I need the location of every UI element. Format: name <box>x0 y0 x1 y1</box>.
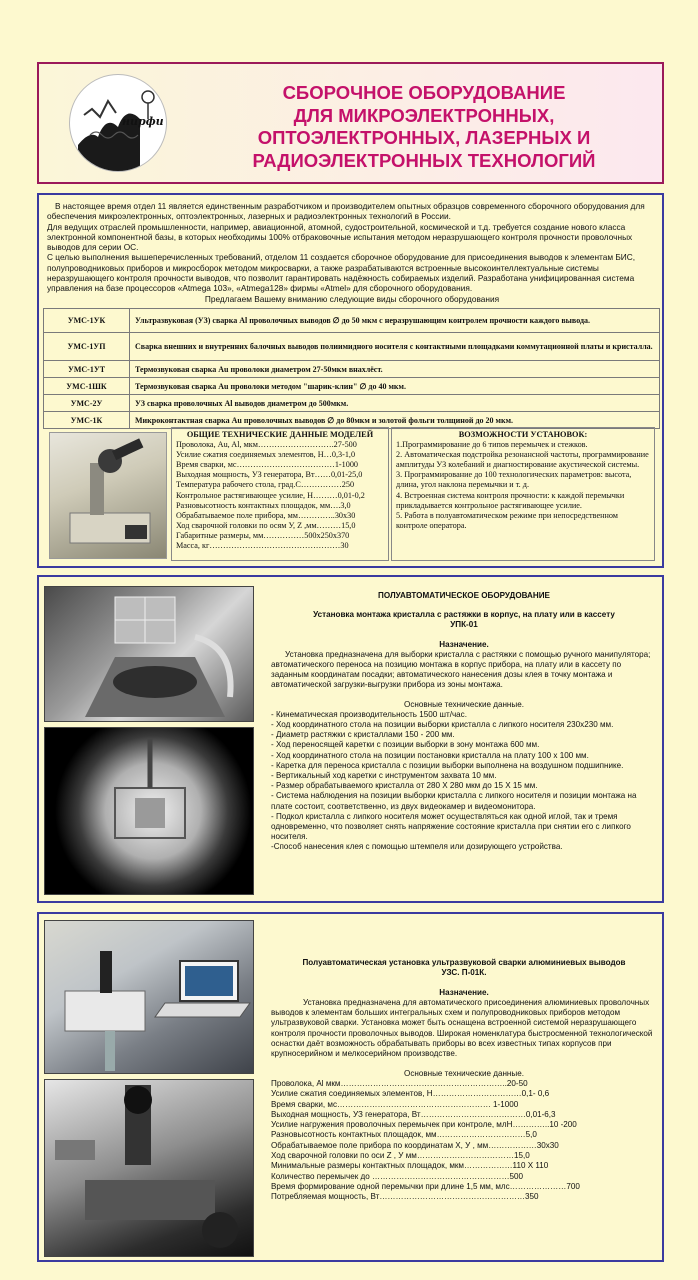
die-mounting-machine-photo <box>44 586 254 722</box>
workstation-laptop-icon <box>45 921 255 1075</box>
table-row <box>44 378 660 395</box>
spec-line: - Размер обрабатываемого кристалла от 280 Х 280 мкм до 15 Х 15 мм. <box>271 781 538 791</box>
spec-line: Время сварки, мс………………………………1-1000 <box>176 460 359 470</box>
ultrasonic-bonder-description <box>271 958 657 1203</box>
spec-line: Усилие нагружения проволочных перемычек при контроле, млН…………..10 -200 <box>271 1120 577 1130</box>
spec-line: Температура рабочего стола, град.С……………250 <box>176 480 355 490</box>
bonder-workstation-photo <box>44 920 254 1074</box>
model-description: Термозвуковая сварка Au проволоки методом "шарик-клин" ∅ до 40 мкм. <box>130 378 660 395</box>
nirfi-logo <box>69 74 167 172</box>
section-category: ПОЛУАВТОМАТИЧЕСКОЕ ОБОРУДОВАНИЕ <box>378 591 550 600</box>
table-row <box>44 361 660 378</box>
capability-line: 1.Программирование до 6 типов перемычек и стежков. <box>396 440 588 450</box>
title-line: РАДИОЭЛЕКТРОННЫХ ТЕХНОЛОГИЙ <box>252 149 596 171</box>
spec-line: Контрольное растягивающее усилие, Н………0,01-0,2 <box>176 490 365 500</box>
table-row <box>44 412 660 429</box>
spec-line: Габаритные размеры, мм……………500х250х370 <box>176 530 350 540</box>
intro-text <box>47 201 657 304</box>
capability-line: 2. Автоматическая подстройка резонансной частоты, программирование амплитуды УЗ колебаний и диагностирование акустической системы. <box>396 450 649 470</box>
spec-line: Ход сварочной головки по оси Z , У мм………………………………15,0 <box>271 1151 530 1161</box>
spec-line: Минимальные размеры контактных площадок, мкм………………110 Х 110 <box>271 1161 549 1171</box>
intro-paragraph: С целью выполнения вышеперечисленных требований, отделом 11 создается сборочное оборудование для присоединения выводов к элементам БИС, полупроводниковых приборов и микросборок методом микросварки, а также разрабатываются встроенные высокоинтеллектуальные системы неразрушающего контроля прочности выводов, что позволит гарантировать надёжность собираемых изделий. Разработана унифицированная система управления на базе процессоров «Atmega 103», «Atmega128» фирмы «Atmel» для сборочного оборудования. <box>47 252 636 294</box>
logo-text: нирфи <box>122 115 164 128</box>
purpose-text: Установка предназначена для автоматического присоединения алюминиевых проволочных выводов к элементам больших интегральных схем и полупроводниковых приборов методом ультразвуковой сварки. Установка может быть оснащена встроенной системой неразрушающего контроля прочности проволочных выводов. Широкая номенклатура быстросменной технологической оснастки даёт возможность обрабатывать приборы во всех известных типах корпусов при крупносерийном и мелкосерийном производстве. <box>271 997 653 1059</box>
spec-line: Масса, кг…………………………………………30 <box>176 541 349 551</box>
ultrasonic-bonder-section <box>37 912 664 1262</box>
models-table <box>43 308 660 429</box>
mounting-station-icon <box>45 587 255 723</box>
spec-line: - Ход координатного стола на позиции выборки кристалла с липкого носителя 230х230 мм. <box>271 720 614 730</box>
spec-line: Усилие сжатия соединяемых элементов, Н……………………………0,1- 0,6 <box>271 1089 550 1099</box>
capability-line: 4. Встроенная система контроля прочности: к каждой перемычки прикладывается контрольное растягивающее усилие. <box>396 490 625 510</box>
spec-line: - Каретка для переноса кристалла с позиции выборки выполнена на воздушном подшипнике. <box>271 760 624 770</box>
intro-paragraph: Для ведущих отраслей промышленности, например, авиационной, атомной, судостроительной, космической и т.д. требуется создание нового класса электронной компонентной базы, в которых необходимы 100% отбраковочные испытания методом неразрушающего контроля прочности проволочных выводов для серии ОС. <box>47 221 633 253</box>
spec-line: - Ход координатного стола на позиции постановки кристалла на плату 100 х 100 мм. <box>271 750 589 760</box>
purpose-text: Установка предназначена для выборки кристалла с растяжки с помощью ручного манипулятора; автоматического переноса на позицию монтажа в корпус прибора, на плату или в кассету по заданным координатам посадки; автоматического нанесения дозы клея в точку монтажа и автоматической загрузки-выгрузки прибора из зоны монтажа. <box>271 649 651 690</box>
spec-line: Время формирование одной перемычки при длине 1,5 мм, млс…………………700 <box>271 1181 580 1191</box>
die-mounting-section <box>37 575 664 903</box>
intro-paragraph: В настоящее время отдел 11 является единственным разработчиком и производителем опытных образцов современного сборочного оборудования для обеспечения микроэлектронных, оптоэлектронных, лазерных и радиоэлектронных технологий в России. <box>47 201 645 222</box>
equipment-model: УЗС. П-01К. <box>441 968 487 978</box>
page-title <box>189 82 659 172</box>
table-row <box>44 309 660 333</box>
capabilities-panel <box>391 427 655 561</box>
bonding-machine-photo <box>49 432 167 559</box>
purpose-heading: Назначение. <box>439 639 489 649</box>
table-row <box>44 333 660 361</box>
equipment-overview-section <box>37 193 664 568</box>
general-specs-panel <box>171 427 389 561</box>
spec-line: Время сварки, мс………………………………………………… 1-1000 <box>271 1099 519 1109</box>
spec-line: Выходная мощность, УЗ генератора, Вт…………………………………0,01-6,3 <box>271 1109 556 1119</box>
spec-line: Проволока, Al мкм……………………………………………………..20-50 <box>271 1078 528 1088</box>
model-code: УМС-1УТ <box>44 361 130 378</box>
spec-line: Потребляемая мощность, Вт………………………………………………350 <box>271 1192 539 1202</box>
bonding-head-icon <box>45 1080 255 1258</box>
specs-heading: Основные технические данные. <box>404 699 524 709</box>
purpose-heading: Назначение. <box>439 987 489 997</box>
capability-line: 5. Работа в полуавтоматическом режиме при непосредственном контроле оператора. <box>396 510 618 530</box>
spec-line: - Кинематическая производительность 1500 шт/час. <box>271 709 467 719</box>
header-banner <box>37 62 664 184</box>
title-line: СБОРОЧНОЕ ОБОРУДОВАНИЕ <box>282 82 566 103</box>
model-code: УМС-1К <box>44 412 130 429</box>
equipment-title: Полуавтоматическая установка ультразвуковой сварки алюминиевых выводов <box>302 958 626 967</box>
general-specs-heading: ОБЩИЕ ТЕХНИЧЕСКИЕ ДАННЫЕ МОДЕЛЕЙ <box>186 430 374 439</box>
spec-line: -Способ нанесения клея с помощью штемпеля или дозирующего устройства. <box>271 842 563 852</box>
specs-heading: Основные технические данные. <box>404 1068 524 1078</box>
model-code: УМС-1УП <box>44 333 130 361</box>
equipment-title: Установка монтажа кристалла с растяжки в корпус, на плату или в кассету <box>313 610 615 620</box>
table-row <box>44 395 660 412</box>
spec-line: Количество перемычек до ……………………………………………500 <box>271 1171 524 1181</box>
model-code: УМС-1ШК <box>44 378 130 395</box>
spec-line: - Ход переносящей каретки с позиции выборки в зону монтажа 600 мм. <box>271 740 540 750</box>
intro-offer: Предлагаем Вашему вниманию следующие виды сборочного оборудования <box>204 293 500 304</box>
spec-line: Выходная мощность, УЗ генератора, Вт……0,01-25,0 <box>176 470 363 480</box>
spec-line: Разновысотность контактных площадок, мм……………………………5,0 <box>271 1130 537 1140</box>
spec-line: Обрабатываемое поле прибора по координатам Х, У , мм………………30х30 <box>271 1140 559 1150</box>
spec-line: - Система наблюдения на позиции выборки кристалла с липкого носителя и позиции монтажа на плате состоит, соответственно, из двух видеокамер и видеомонитора. <box>271 791 637 811</box>
model-description: Термозвуковая сварка Au проволоки диаметром 27-50мкм внахлёст. <box>130 361 660 378</box>
model-description: Сварка внешних и внутренних балочных выводов полиимидного носителя с контактными площадками коммутационной платы и кристалла. <box>130 333 660 361</box>
title-line: ОПТОЭЛЕКТРОННЫХ, ЛАЗЕРНЫХ И <box>257 127 591 148</box>
microscope-machine-icon <box>50 433 168 560</box>
title-line: ДЛЯ МИКРОЭЛЕКТРОННЫХ, <box>293 104 555 126</box>
spec-line: Разновысотность контактных площадок, мм….3,0 <box>176 500 351 510</box>
equipment-model: УПК-01 <box>450 620 478 630</box>
capability-line: 3. Программирование до 100 технологических параметров: высота, длина, угол наклона перемычки и т. д. <box>396 470 632 490</box>
spec-line: - Диаметр растяжки с кристаллами 150 - 200 мм. <box>271 730 455 740</box>
spec-line: - Вертикальный ход каретки с инструментом захвата 10 мм. <box>271 771 497 781</box>
model-code: УМС-1УК <box>44 309 130 333</box>
spec-line: Обрабатываемое поле прибора, мм…………..30х30 <box>176 510 356 520</box>
spec-line: Проволока, Au, Al, мкм……………………….27-500 <box>176 440 357 450</box>
spec-line: - Подкол кристалла с липкого носителя может осуществляться как одной иглой, так и тремя одновременно, что позволяет снять напряжение состояние кристалла при снятии его с липкого носителя. <box>271 811 631 842</box>
bonder-closeup-photo <box>44 1079 254 1257</box>
spec-line: Усилие сжатия соединяемых элементов, Н…0,3-1,0 <box>176 450 356 460</box>
capabilities-heading: ВОЗМОЖНОСТИ УСТАНОВОК: <box>458 430 588 439</box>
microscope-view-photo <box>44 727 254 895</box>
model-code: УМС-2У <box>44 395 130 412</box>
model-description: Ультразвуковая (УЗ) сварка Al проволочных выводов ∅ до 50 мкм с неразрушающим контролем прочности каждого вывода. <box>130 309 660 333</box>
magnified-die-icon <box>45 728 255 896</box>
die-mounting-description <box>271 591 657 853</box>
spec-line: Ход сварочной головки по осям У, Z ,мм………15,0 <box>176 520 356 530</box>
model-description: УЗ сварка проволочных Al выводов диаметром до 500мкм. <box>130 395 660 412</box>
model-description: Микроконтактная сварка Au проволочных выводов ∅ до 80мкм и золотой фольги толщиной до 20 мкм. <box>130 412 660 429</box>
